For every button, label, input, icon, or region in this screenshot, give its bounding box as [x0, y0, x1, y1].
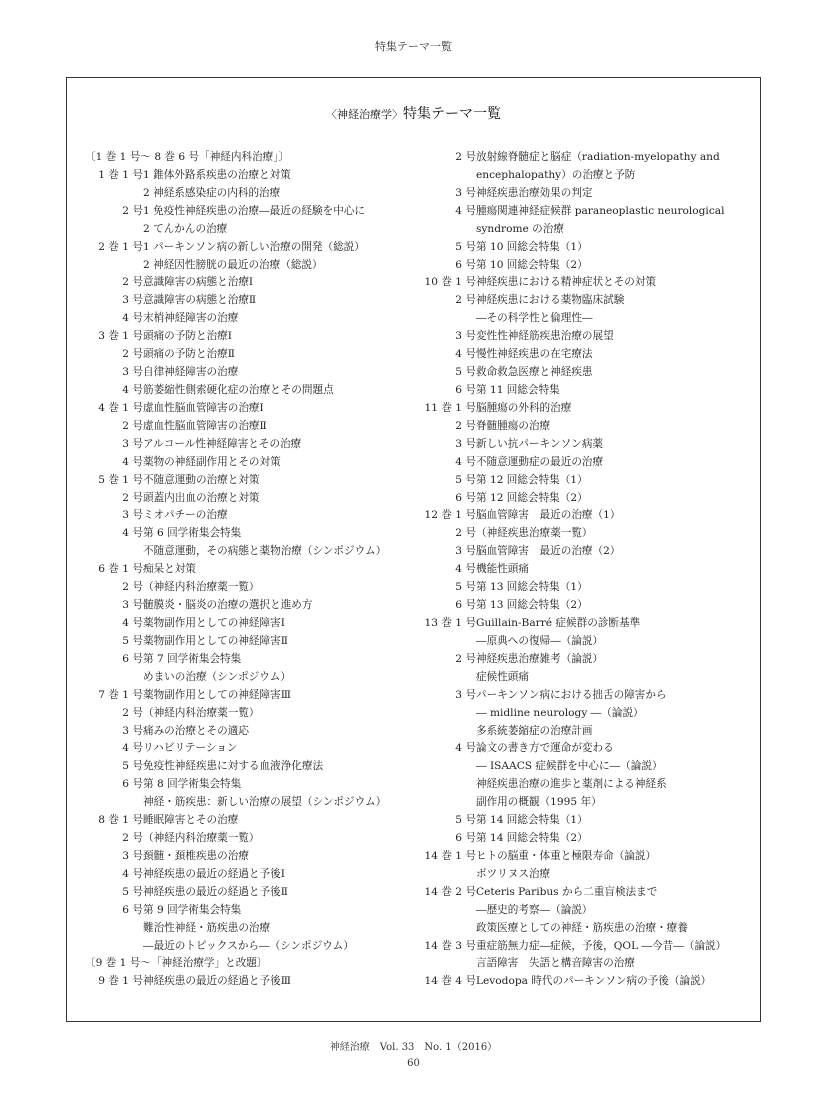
issue-theme: 2 てんかんの治療 [143, 222, 228, 235]
issue-label: 5 号 [455, 581, 476, 594]
issue-row [418, 525, 748, 543]
issue-theme: 機能性頭痛 [476, 563, 529, 576]
issue-row [418, 418, 748, 436]
issue-theme: 睡眠障害とその治療 [143, 814, 239, 827]
issue-row [85, 812, 415, 830]
issue-row [85, 239, 415, 257]
issue-label: 2 号 [122, 491, 143, 504]
issue-row [418, 561, 748, 579]
issue-label: 3 号 [122, 294, 143, 307]
issue-theme: 第 10 回総会特集（1） [476, 240, 588, 253]
issue-label: 8 巻 1 号 [98, 814, 143, 827]
issue-label: 2 号 [455, 527, 476, 540]
issue-theme: 第 14 回総会特集（1） [476, 814, 588, 827]
issue-row [418, 257, 748, 275]
issue-label: 3 号 [122, 509, 143, 522]
issue-row [418, 149, 748, 167]
issue-label: 13 巻 1 号 [424, 616, 476, 629]
issue-row [85, 525, 415, 543]
issue-theme: 1 パーキンソン病の新しい治療の開発（総説） [143, 240, 365, 253]
issue-theme: 脳血管障害 最近の治療（1） [476, 509, 621, 522]
issue-row [418, 615, 748, 633]
issue-row [418, 274, 748, 292]
issue-label: 6 号 [455, 383, 476, 396]
issue-label: 6 号 [122, 778, 143, 791]
issue-row [418, 364, 748, 382]
issue-theme: （神経内科治療薬一覧） [143, 832, 260, 845]
issue-theme: 不随意運動，その病態と薬物治療（シンポジウム） [143, 545, 387, 558]
issue-label: 3 号 [455, 330, 476, 343]
running-header: 特集テーマ一覧 [375, 40, 452, 53]
issue-theme: 2 神経因性膀胱の最近の治療（総説） [143, 258, 323, 271]
issue-theme: ― ISAACS 症候群を中心に―（論説） [476, 760, 663, 773]
issue-row [85, 615, 415, 633]
issue-row [85, 221, 415, 239]
issue-row [85, 740, 415, 758]
issue-row [85, 579, 415, 597]
issue-theme: 意識障害の病態と治療Ⅱ [143, 294, 257, 307]
issue-theme: 論文の書き方で運命が変わる [476, 742, 614, 755]
issue-theme: 自律神経障害の治療 [143, 366, 239, 379]
issue-label: 3 号 [122, 437, 143, 450]
issue-theme: 救命救急医療と神経疾患 [476, 366, 593, 379]
issue-label: 5 号 [122, 760, 143, 773]
issue-label: 1 巻 1 号 [98, 168, 143, 181]
issue-theme: 重症筋無力症―症候，予後，QOL ―今昔―（論説） [476, 939, 727, 952]
issue-row [418, 920, 748, 938]
issue-label: 2 号 [122, 419, 143, 432]
issue-theme: 副作用の概観（1995 年） [476, 796, 602, 809]
issue-label: 2 号 [455, 294, 476, 307]
issue-label: 14 巻 2 号 [424, 885, 476, 898]
issue-theme: 第 11 回総会特集 [476, 383, 560, 396]
issue-label: 6 号 [455, 599, 476, 612]
issue-theme: encephalopathy）の治療と予防 [476, 168, 636, 181]
issue-theme: 第 7 回学術集会特集 [143, 652, 242, 665]
issue-theme: 虚血性脳血管障害の治療Ⅱ [143, 419, 267, 432]
issue-row [85, 203, 415, 221]
issue-row [85, 938, 415, 956]
issue-label: 6 号 [455, 491, 476, 504]
issue-theme: 神経疾患の最近の経過と予後Ⅰ [143, 867, 285, 880]
issue-row [418, 400, 748, 418]
issue-row [418, 292, 748, 310]
issue-label: 14 巻 1 号 [424, 849, 476, 862]
issue-theme: Guillain-Barré 症候群の診断基準 [476, 616, 641, 629]
issue-row [418, 346, 748, 364]
issue-theme: 神経疾患における薬物臨床試験 [476, 294, 625, 307]
issue-row [85, 346, 415, 364]
issue-label: 4 号 [455, 742, 476, 755]
issue-theme: （神経疾患治療薬一覧） [476, 527, 593, 540]
issue-label: 4 号 [122, 867, 143, 880]
issue-row [418, 203, 748, 221]
issue-row [418, 185, 748, 203]
issue-theme: アルコール性神経障害とその治療 [143, 437, 302, 450]
issue-label: 4 巻 1 号 [98, 401, 143, 414]
issue-row [418, 848, 748, 866]
issue-label: 2 号 [122, 348, 143, 361]
issue-theme: 頚髄・頚椎疾患の治療 [143, 849, 249, 862]
issue-row [85, 902, 415, 920]
right-column [418, 149, 748, 991]
issue-theme: 脊髄腫瘍の治療 [476, 419, 551, 432]
issue-label: 4 号 [455, 563, 476, 576]
issue-theme: ボツリヌス治療 [476, 867, 551, 880]
issue-theme: 痴呆と対策 [143, 563, 196, 576]
issue-row [85, 866, 415, 884]
issue-row [418, 866, 748, 884]
box-title-journal: 〈神経治療学〉 [326, 108, 403, 121]
issue-label: 4 号 [122, 616, 143, 629]
issue-theme: 多系統萎縮症の治療計画 [476, 724, 593, 737]
issue-label: 5 号 [455, 814, 476, 827]
issue-row [418, 938, 748, 956]
issue-label: 3 号 [455, 545, 476, 558]
issue-label: 5 号 [455, 366, 476, 379]
issue-row [85, 364, 415, 382]
issue-row [85, 328, 415, 346]
issue-label: 4 号 [122, 742, 143, 755]
issue-label: 2 号 [122, 581, 143, 594]
issue-row [418, 705, 748, 723]
issue-row [418, 490, 748, 508]
issue-row [85, 830, 415, 848]
issue-row [85, 436, 415, 454]
issue-label: 6 号 [122, 652, 143, 665]
issue-label: 4 号 [122, 455, 143, 468]
issue-row [85, 257, 415, 275]
issue-label: 3 号 [122, 366, 143, 379]
issue-theme: 薬物副作用としての神経障害Ⅰ [143, 616, 285, 629]
issue-row [418, 740, 748, 758]
issue-label: 2 号 [122, 204, 143, 217]
issue-theme: 第 12 回総会特集（2） [476, 491, 588, 504]
issue-row [85, 705, 415, 723]
issue-row [85, 167, 415, 185]
issue-theme: （神経内科治療薬一覧） [143, 706, 260, 719]
issue-theme: 1 免疫性神経疾患の治療―最近の経験を中心に [143, 204, 365, 217]
issue-label: 9 巻 1 号 [98, 975, 143, 988]
issue-label: 2 号 [455, 419, 476, 432]
issue-row [85, 274, 415, 292]
issue-label: 3 号 [122, 849, 143, 862]
issue-theme: ―原典への復帰―（論説） [476, 634, 604, 647]
issue-row [85, 310, 415, 328]
issue-row [418, 955, 748, 973]
issue-theme: （神経内科治療薬一覧） [143, 581, 260, 594]
issue-row [85, 848, 415, 866]
issue-row [85, 490, 415, 508]
issue-row [418, 687, 748, 705]
issue-theme: 脳腫瘍の外科的治療 [476, 401, 572, 414]
issue-row [85, 472, 415, 490]
issue-row [418, 454, 748, 472]
issue-label: 5 号 [455, 473, 476, 486]
issue-theme: ―最近のトピックスから―（シンポジウム） [143, 939, 354, 952]
issue-row [418, 884, 748, 902]
issue-row [418, 723, 748, 741]
issue-row [418, 543, 748, 561]
issue-row [418, 507, 748, 525]
issue-row [85, 382, 415, 400]
issue-theme: 放射線脊髄症と脳症（radiation-myelopathy and [476, 151, 720, 163]
issue-row [418, 669, 748, 687]
issue-label: 3 巻 1 号 [98, 330, 143, 343]
issue-label: 4 号 [122, 383, 143, 396]
box-title [67, 103, 760, 123]
issue-theme: 第 8 回学術集会特集 [143, 778, 242, 791]
issue-label: 2 号 [455, 151, 476, 163]
issue-row [85, 651, 415, 669]
issue-label: 10 巻 1 号 [424, 276, 476, 289]
issue-row [85, 633, 415, 651]
issue-theme: 髄膜炎・脳炎の治療の選択と進め方 [143, 599, 313, 612]
issue-row [418, 812, 748, 830]
issue-label: 2 号 [122, 832, 143, 845]
issue-theme: 言語障害 失語と構音障害の治療 [476, 957, 635, 970]
issue-label: 3 号 [455, 437, 476, 450]
issue-theme: 意識障害の病態と治療Ⅰ [143, 276, 254, 289]
issue-row [85, 400, 415, 418]
issue-label: 3 号 [122, 724, 143, 737]
issue-theme: 慢性神経疾患の在宅療法 [476, 348, 593, 361]
issue-label: 2 号 [122, 706, 143, 719]
issue-theme: 薬物の神経副作用とその対策 [143, 455, 281, 468]
issue-row [85, 794, 415, 812]
issue-label: 12 巻 1 号 [424, 509, 476, 522]
issue-row [85, 454, 415, 472]
issue-label: 2 号 [455, 652, 476, 665]
issue-row [418, 597, 748, 615]
issue-theme: 頭痛の予防と治療Ⅰ [143, 330, 232, 343]
issue-row [418, 436, 748, 454]
issue-row [418, 902, 748, 920]
issue-label: 14 巻 4 号 [424, 975, 476, 988]
issue-label: 4 号 [455, 204, 476, 217]
issue-row [85, 758, 415, 776]
issue-row [85, 776, 415, 794]
issue-row [85, 884, 415, 902]
issue-row [418, 794, 748, 812]
issue-theme: syndrome の治療 [476, 222, 564, 235]
issue-label: 2 巻 1 号 [98, 240, 143, 253]
issue-theme: ミオパチーの治療 [143, 509, 228, 522]
left-column [85, 149, 415, 991]
issue-theme: 新しい抗パーキンソン病薬 [476, 437, 604, 450]
issue-theme: Ceteris Paribus から二重盲検法まで [476, 885, 658, 898]
issue-row [418, 579, 748, 597]
issue-theme: めまいの治療（シンポジウム） [143, 670, 291, 683]
issue-label: 4 号 [455, 455, 476, 468]
issue-theme: 1 錐体外路系疾患の治療と対策 [143, 168, 291, 181]
section-heading [85, 955, 415, 973]
issue-label: 4 号 [122, 527, 143, 540]
issue-label: 5 巻 1 号 [98, 473, 143, 486]
box-title-main: 特集テーマ一覧 [403, 106, 501, 122]
issue-theme: パーキンソン病における拙舌の障害から [476, 688, 667, 701]
issue-theme: ヒトの脳重・体重と極限寿命（論説） [476, 849, 657, 862]
issue-row [85, 418, 415, 436]
issue-row [85, 292, 415, 310]
issue-label: 5 号 [122, 634, 143, 647]
issue-label: 14 巻 3 号 [424, 939, 476, 952]
issue-label: 3 号 [122, 599, 143, 612]
issue-label: 3 号 [455, 688, 476, 701]
issue-theme: 筋萎縮性側索硬化症の治療とその問題点 [143, 383, 334, 396]
issue-theme: 腫瘍関連神経症候群 paraneoplastic neurological [476, 204, 725, 217]
issue-theme: 難治性神経・筋疾患の治療 [143, 921, 271, 934]
issue-row [85, 185, 415, 203]
section-heading-text: 〔1 巻 1 号～ 8 巻 6 号「神経内科治療」〕 [85, 151, 290, 163]
issue-label: 4 号 [122, 312, 143, 325]
issue-row [418, 776, 748, 794]
issue-label: 6 号 [455, 258, 476, 271]
issue-theme: 頭蓋内出血の治療と対策 [143, 491, 260, 504]
issue-row [418, 973, 748, 991]
issue-theme: 第 13 回総会特集（2） [476, 599, 588, 612]
issue-row [85, 723, 415, 741]
issue-theme: 神経疾患治療の進歩と薬剤による神経系 [476, 778, 667, 791]
issue-theme: 2 神経系感染症の内科的治療 [143, 186, 281, 199]
issue-theme: 痛みの治療とその適応 [143, 724, 249, 737]
footer-page-number: 60 [407, 1058, 420, 1069]
issue-theme: 薬物副作用としての神経障害Ⅲ [143, 688, 291, 701]
issue-theme: 神経疾患治療雑考（論説） [476, 652, 604, 665]
issue-theme: 変性性神経筋疾患治療の展望 [476, 330, 614, 343]
section-heading-text: 〔9 巻 1 号～「神経治療学」と改題〕 [85, 957, 268, 970]
issue-row [418, 758, 748, 776]
issue-theme: 第 12 回総会特集（1） [476, 473, 588, 486]
issue-theme: 不随意運動の治療と対策 [143, 473, 260, 486]
issue-row [418, 221, 748, 239]
issue-row [85, 920, 415, 938]
issue-label: 6 号 [455, 832, 476, 845]
issue-row [85, 597, 415, 615]
issue-theme: 神経疾患における精神症状とその対策 [476, 276, 657, 289]
issue-theme: 神経・筋疾患：新しい治療の展望（シンポジウム） [143, 796, 387, 809]
issue-theme: 虚血性脳血管障害の治療Ⅰ [143, 401, 264, 414]
issue-theme: 神経疾患の最近の経過と予後Ⅱ [143, 885, 288, 898]
issue-row [418, 633, 748, 651]
issue-theme: 第 6 回学術集会特集 [143, 527, 242, 540]
theme-list-box [66, 77, 761, 1022]
issue-theme: 薬物副作用としての神経障害Ⅱ [143, 634, 288, 647]
issue-row [85, 687, 415, 705]
issue-theme: 政策医療としての神経・筋疾患の治療・療養 [476, 921, 688, 934]
issue-label: 3 号 [455, 186, 476, 199]
issue-theme: 神経疾患の最近の経過と予後Ⅲ [143, 975, 291, 988]
page-footer [0, 1040, 827, 1072]
issue-row [85, 507, 415, 525]
issue-row [85, 973, 415, 991]
issue-theme: リハビリテーション [143, 742, 238, 755]
issue-row [418, 382, 748, 400]
issue-row [418, 472, 748, 490]
issue-label: 4 号 [455, 348, 476, 361]
issue-label: 11 巻 1 号 [424, 401, 476, 414]
issue-theme: ―その科学性と倫理性― [476, 312, 593, 325]
issue-theme: ― midline neurology ―（論説） [476, 706, 644, 719]
issue-row [418, 239, 748, 257]
issue-label: 5 号 [122, 885, 143, 898]
issue-theme: Levodopa 時代のパーキンソン病の予後（論説） [476, 975, 712, 988]
issue-theme: 頭痛の予防と治療Ⅱ [143, 348, 235, 361]
issue-theme: 神経疾患治療効果の判定 [476, 186, 593, 199]
issue-theme: 第 10 回総会特集（2） [476, 258, 588, 271]
issue-row [418, 651, 748, 669]
footer-journal-info: 神経治療 Vol. 33 No. 1（2016） [329, 1042, 498, 1053]
issue-theme: 第 14 回総会特集（2） [476, 832, 588, 845]
issue-label: 7 巻 1 号 [98, 688, 143, 701]
issue-row [85, 543, 415, 561]
issue-theme: 第 9 回学術集会特集 [143, 903, 242, 916]
issue-label: 5 号 [455, 240, 476, 253]
issue-label: 6 号 [122, 903, 143, 916]
issue-theme: 脳血管障害 最近の治療（2） [476, 545, 621, 558]
issue-theme: 第 13 回総会特集（1） [476, 581, 588, 594]
issue-theme: 末梢神経障害の治療 [143, 312, 239, 325]
issue-theme: 免疫性神経疾患に対する血液浄化療法 [143, 760, 324, 773]
issue-row [85, 561, 415, 579]
issue-theme: 不随意運動症の最近の治療 [476, 455, 604, 468]
issue-row [418, 310, 748, 328]
issue-label: 2 号 [122, 276, 143, 289]
section-heading [85, 149, 415, 167]
issue-label: 6 巻 1 号 [98, 563, 143, 576]
issue-row [418, 830, 748, 848]
issue-row [418, 167, 748, 185]
issue-theme: 症候性頭痛 [476, 670, 529, 683]
issue-row [418, 328, 748, 346]
issue-theme: ―歴史的考察―（論説） [476, 903, 593, 916]
issue-row [85, 669, 415, 687]
